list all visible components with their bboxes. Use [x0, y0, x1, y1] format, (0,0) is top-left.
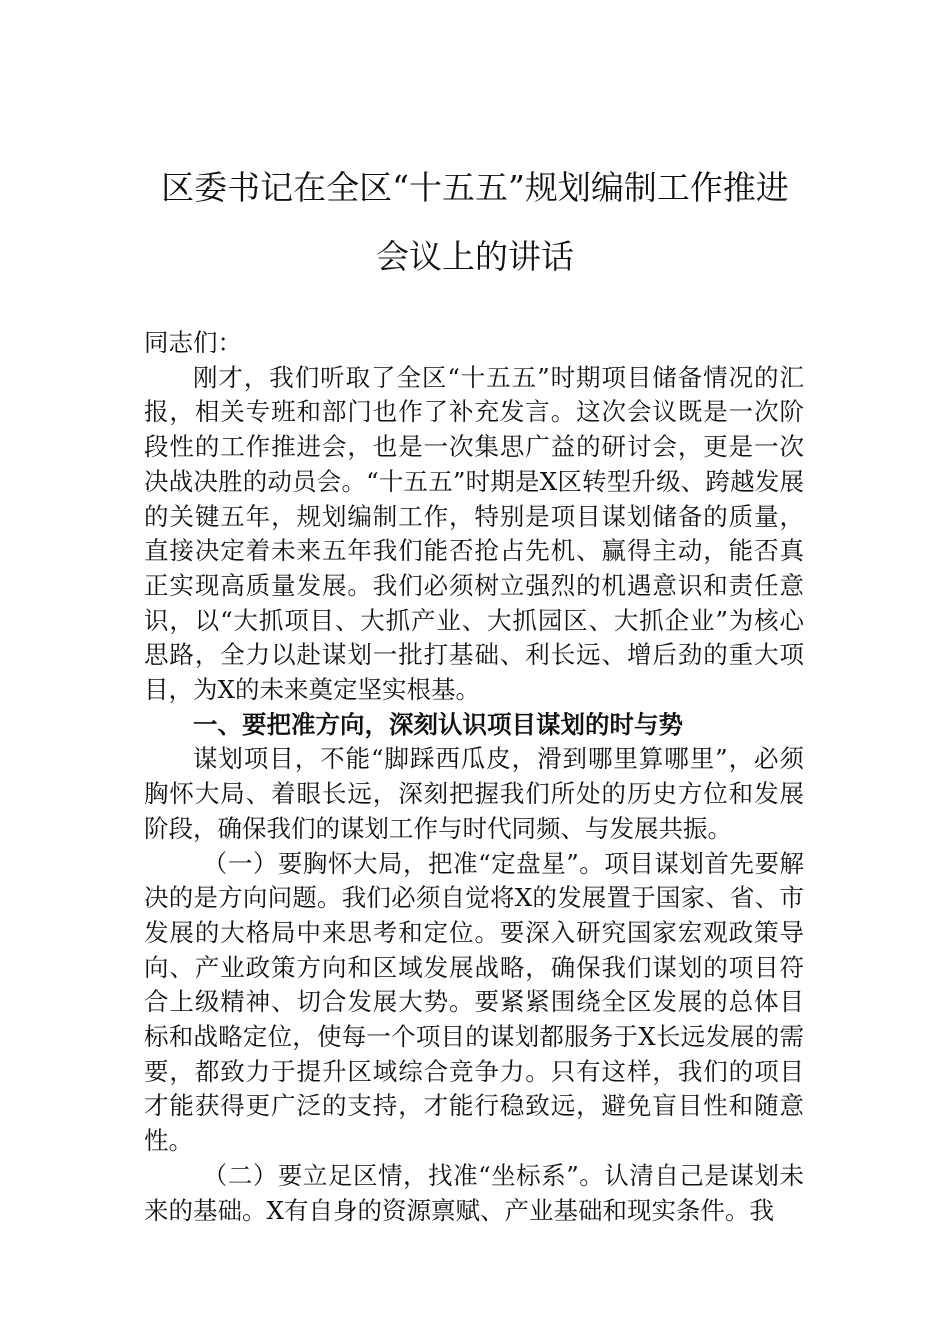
salutation: 同志们：	[144, 328, 242, 357]
paragraph-section-1-intro: 谋划项目，不能“脚踩西瓜皮，滑到哪里算哪里”，必须胸怀大局、着眼长远，深刻把握我们所处的历史方位和发展阶段，确保我们的谋划工作与时代同频、与发展共振。	[144, 744, 804, 843]
document-body	[144, 326, 804, 1228]
paragraph-point-1: （一）要胸怀大局，把准“定盘星”。项目谋划首先要解决的是方向问题。我们必须自觉将X的发展置于国家、省、市发展的大格局中来思考和定位。要深入研究国家宏观政策导向、产业政策方向和区域发展战略，确保我们谋划的项目符合上级精神、切合发展大势。要紧紧围绕全区发展的总体目标和战略定位，使每一个项目的谋划都服务于X长远发展的需要，都致力于提升区域综合竞争力。只有这样，我们的项目才能获得更广泛的支持，才能行稳致远，避免盲目性和随意性。	[144, 848, 804, 1156]
paragraph-point-2: （二）要立足区情，找准“坐标系”。认清自己是谋划未来的基础。X有自身的资源禀赋、产业基础和现实条件。我	[144, 1160, 804, 1225]
document-title-line-1: 区委书记在全区“十五五”规划编制工作推进	[161, 168, 789, 207]
paragraph-intro: 刚才，我们听取了全区“十五五”时期项目储备情况的汇报，相关专班和部门也作了补充发言。这次会议既是一次阶段性的工作推进会，也是一次集思广益的研讨会，更是一次决战决胜的动员会。“十五五”时期是X区转型升级、跨越发展的关键五年，规划编制工作，特别是项目谋划储备的质量，直接决定着未来五年我们能否抢占先机、赢得主动，能否真正实现高质量发展。我们必须树立强烈的机遇意识和责任意识，以“大抓项目、大抓产业、大抓园区、大抓企业”为核心思路，全力以赴谋划一批打基础、利长远、增后劲的重大项目，为X的未来奠定坚实根基。	[144, 362, 804, 705]
section-heading-1: 一、要把准方向，深刻认识项目谋划的时与势	[193, 709, 683, 739]
document-title-line-2: 会议上的讲话	[376, 237, 574, 276]
